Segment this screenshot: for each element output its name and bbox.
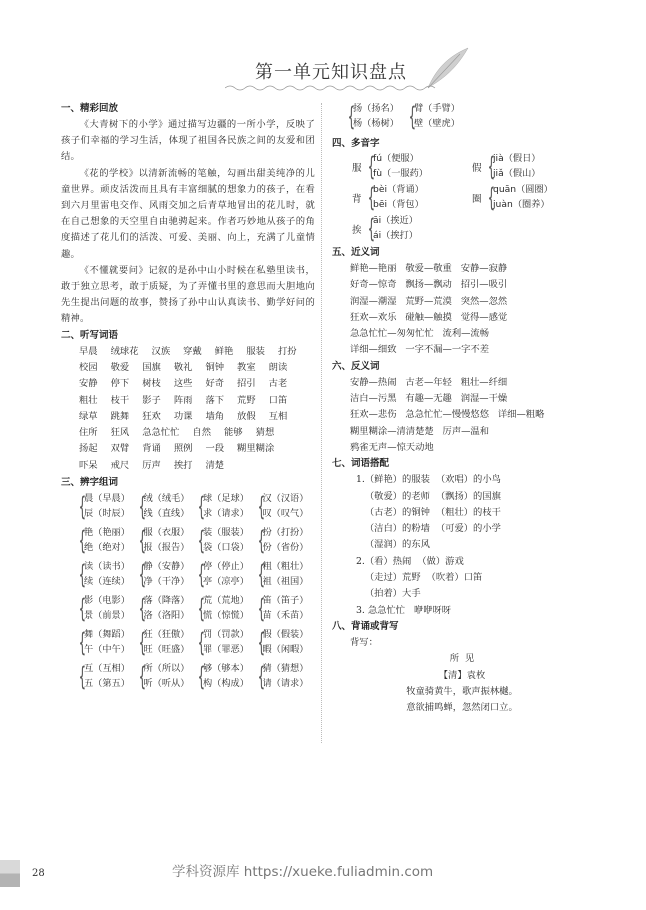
pair-lines [263, 594, 309, 623]
word: 落下 [205, 394, 225, 406]
word: 影子 [142, 394, 161, 406]
poly-readings [373, 214, 418, 243]
list-line: 详细—细致 一字不漏—一字不差 [350, 344, 490, 356]
pair-word: 苗（禾苗） [262, 609, 309, 621]
reading: bèi（背诵） [373, 184, 424, 195]
reading: juàn（圈养） [493, 198, 550, 210]
word: 停下 [110, 378, 130, 390]
poem-line: 意欲捕鸣蝉，忽然闭口立。 [406, 702, 518, 714]
word: 住所 [79, 427, 98, 439]
pair-lines [203, 560, 249, 589]
pair-word: 舞（舞蹈） [84, 629, 130, 641]
brace-icon: { [257, 593, 265, 624]
pair-row [77, 492, 315, 521]
poly-readings [493, 183, 553, 212]
pair-word: 杨（杨树） [353, 117, 399, 129]
word: 猜想 [255, 427, 275, 439]
pair-word: 晨（早晨） [84, 493, 130, 505]
pair-lines [203, 662, 249, 691]
word: 双臂 [110, 443, 130, 455]
word: 狂欢 [142, 410, 161, 422]
page-title: 第一单元知识盘点 [255, 62, 407, 83]
pair-word: 影（电影） [84, 595, 130, 607]
poly-char: 背 [352, 193, 362, 205]
brace-icon: { [78, 661, 87, 692]
word: 粗壮 [79, 394, 98, 406]
pair-word: 罚（罚款） [203, 629, 249, 641]
page-number: 28 [32, 868, 45, 879]
poly-item [472, 152, 592, 181]
poly-row [352, 183, 592, 212]
column-divider [321, 103, 322, 743]
brace-icon: { [367, 213, 376, 244]
pair-lines [144, 628, 190, 657]
pair-row [77, 526, 315, 555]
watermark: 学科资源库 https://xueke.fuliadmin.com [172, 864, 434, 880]
pair-word: 狂（狂傲） [143, 629, 190, 641]
word: 国旗 [142, 361, 161, 373]
brace-icon: { [367, 151, 376, 182]
pair-row [77, 628, 315, 657]
brace-icon: { [138, 627, 146, 658]
pair-word: 净（干净） [143, 575, 190, 587]
list-line: 1.（鲜艳）的服装 （欢唱）的小鸟 [356, 474, 501, 486]
list-line: （洁白）的粉墙 （可爱）的小学 [356, 523, 501, 535]
char-pair [137, 526, 192, 555]
poly-readings [493, 152, 541, 181]
reading: jiǎ（假山） [493, 167, 541, 179]
char-pair [196, 492, 251, 521]
section-heading: 八、背诵或背写 [332, 620, 399, 632]
poly-item [352, 152, 472, 181]
pair-word: 续（连续） [84, 575, 130, 587]
pair-row [346, 102, 592, 131]
char-pair [256, 628, 311, 657]
word: 安静 [79, 378, 98, 390]
poly-char: 服 [352, 162, 362, 174]
pair-word: 扮（打扮） [262, 527, 309, 539]
poly-readings [373, 183, 424, 212]
section-heading: 一、精彩回放 [61, 103, 119, 114]
pair-lines [144, 560, 190, 589]
char-pair [77, 628, 132, 657]
pair-row [77, 560, 315, 589]
word: 服装 [246, 345, 265, 357]
wave-underline [225, 84, 440, 92]
word: 鲜艳 [214, 345, 234, 357]
brace-icon: { [347, 101, 356, 132]
pair-word: 落（降落） [143, 595, 190, 607]
pair-word: 服（衣服） [143, 527, 190, 539]
pair-word: 份（省份） [262, 541, 309, 553]
word: 狂风 [110, 427, 130, 439]
poly-char: 假 [472, 162, 482, 174]
word: 墙角 [205, 410, 225, 422]
synonyms-list [332, 261, 592, 359]
word: 口笛 [268, 394, 288, 406]
reading: quān（圆圈） [493, 184, 553, 195]
polyphonic-chars [332, 152, 592, 243]
word-row [79, 376, 315, 392]
pair-word: 静（安静） [143, 561, 190, 573]
word: 树枝 [142, 378, 161, 390]
right-column [332, 101, 592, 716]
word: 朗读 [268, 361, 288, 373]
word: 戒尺 [110, 459, 130, 471]
pair-lines [203, 492, 249, 521]
word: 糊里糊涂 [237, 443, 275, 455]
pair-lines [414, 102, 460, 131]
poly-row [352, 214, 592, 243]
section-heading: 七、词语搭配 [332, 458, 390, 470]
char-pair [77, 560, 132, 589]
pair-row [77, 594, 315, 623]
char-pair [196, 628, 251, 657]
brace-icon: { [197, 593, 206, 624]
pair-word: 绒（绒毛） [143, 493, 190, 505]
pair-word: 听（听从） [143, 677, 190, 689]
brace-icon: { [138, 525, 146, 556]
brace-icon: { [257, 491, 265, 522]
dictation-words [61, 344, 315, 474]
antonyms-list [332, 375, 592, 456]
pair-lines [144, 526, 190, 555]
pair-word: 臂（手臂） [414, 103, 460, 114]
pair-word: 暇（闲暇） [262, 643, 309, 655]
poem-line: 牧童骑黄牛，歌声振林樾。 [406, 685, 518, 697]
word: 扬起 [79, 443, 98, 455]
brace-icon: { [138, 661, 146, 692]
pair-lines [84, 628, 130, 657]
poly-item [472, 183, 592, 212]
char-pairs [61, 492, 315, 691]
brace-icon: { [197, 559, 206, 590]
pair-word: 袋（口袋） [203, 541, 249, 553]
brace-icon: { [78, 627, 87, 658]
poly-readings [373, 152, 428, 181]
list-line: 安静—热闹 古老—年轻 粗壮—纤细 [350, 376, 508, 388]
char-pair [77, 526, 132, 555]
brace-icon: { [257, 627, 265, 658]
pair-word: 装（服装） [203, 527, 249, 539]
word: 打扮 [277, 345, 297, 357]
brace-icon: { [257, 525, 265, 556]
pair-word: 辰（时辰） [84, 507, 130, 519]
list-line: （湿润）的东风 [356, 539, 430, 551]
list-line: 狂欢—悲伤 急急忙忙—慢慢悠悠 详细—粗略 [350, 409, 545, 421]
pair-word: 罪（罪恶） [203, 643, 249, 655]
char-pair [137, 594, 192, 623]
pair-lines [353, 102, 399, 131]
poem [332, 651, 592, 716]
pair-word: 报（报告） [143, 541, 190, 553]
list-line: 3. 急急忙忙 咿咿呀呀 [356, 604, 452, 616]
char-pair [256, 560, 311, 589]
pair-word: 景（前景） [84, 609, 130, 621]
word-row [79, 360, 315, 376]
section-heading: 二、听写词语 [61, 329, 119, 341]
pair-lines [84, 594, 130, 623]
char-pairs-extra [332, 102, 592, 131]
pair-lines [144, 662, 190, 691]
char-pair [137, 628, 192, 657]
brace-icon: { [138, 491, 146, 522]
pair-lines [203, 628, 249, 657]
word: 厉声 [142, 459, 161, 471]
reading: fú（便服） [373, 153, 419, 164]
paragraph: 《花的学校》以清新流畅的笔触，勾画出甜美纯净的儿童世界。顽皮活泼而且具有丰富细腻的想象力的孩子，在看到六月里雷电交作、风雨交加之后青草地冒出的花儿时，就在自己想象的天空里自由驰骋起来。作者巧妙地从孩子的角度描述了花儿们的活泼、可爱、美丽、向上，充满了儿童情趣。 [61, 167, 315, 260]
pair-word: 扬（扬名） [353, 103, 399, 114]
pair-word: 所（所以） [143, 663, 190, 675]
list-line: 鲜艳—艳丽 敬爱—敬重 安静—寂静 [350, 263, 508, 274]
pair-word: 旺（旺盛） [143, 643, 190, 655]
pair-word: 洛（洛阳） [143, 609, 190, 621]
page-tab-decoration [0, 860, 20, 887]
word-row [79, 393, 315, 409]
pair-lines [84, 662, 130, 691]
pair-lines [203, 526, 249, 555]
list-line: 急急忙忙—匆匆忙忙 流利—流畅 [350, 328, 490, 340]
pair-lines [263, 526, 309, 555]
pair-lines [263, 560, 309, 589]
list-line: 好奇—惊奇 飘扬—飘动 招引—吸引 [350, 279, 508, 291]
pair-word: 猜（猜想） [262, 663, 309, 675]
word: 绿草 [79, 410, 98, 422]
pair-word: 读（读书） [84, 561, 130, 573]
list-line: 狂欢—欢乐 碰触—触摸 觉得—感觉 [350, 311, 508, 323]
section-heading: 六、反义词 [332, 360, 380, 372]
char-pair [256, 492, 311, 521]
pair-lines [84, 526, 130, 555]
pair-word: 构（构成） [203, 677, 249, 689]
char-pair [256, 594, 311, 623]
word: 好奇 [205, 378, 225, 390]
pair-word: 互（互相） [84, 663, 130, 675]
list-line: 润湿—潮湿 荒野—荒漠 突然—忽然 [350, 295, 508, 307]
word: 古老 [268, 378, 288, 390]
list-line: 洁白—污黑 有趣—无趣 润湿—干燥 [350, 393, 508, 405]
brace-icon: { [487, 182, 496, 213]
collocations-list [332, 472, 592, 619]
word: 这些 [173, 378, 193, 390]
word: 早晨 [79, 345, 98, 357]
brace-icon: { [78, 559, 87, 590]
pair-word: 球（足球） [203, 493, 249, 505]
pair-word: 假（假装） [262, 629, 309, 641]
list-line: 鸦雀无声—惊天动地 [350, 441, 434, 453]
pair-lines [84, 560, 130, 589]
pair-row [77, 662, 315, 691]
paragraph: 《大青树下的小学》通过描写边疆的一所小学，反映了孩子们幸福的学习生活，体现了祖国各民族之间的友爱和团结。 [61, 119, 315, 163]
word: 互相 [268, 410, 288, 422]
reading: bēi（背包） [373, 198, 424, 210]
poly-row [352, 152, 592, 181]
pair-lines [263, 492, 309, 521]
char-pair [77, 662, 132, 691]
brace-icon: { [78, 491, 87, 522]
reading: fù（一服药） [373, 167, 428, 179]
brace-icon: { [78, 593, 87, 624]
list-line: （走过）荒野 （吹着）口笛 [356, 572, 483, 584]
word: 能够 [224, 427, 243, 439]
pair-lines [144, 492, 190, 521]
paragraph: 《不懂就要问》记叙的是孙中山小时候在私塾里读书，敢于独立思考，敢于质疑，为了弄懂书里的意思而大胆地向先生提出问题的故事，赞扬了孙中山认真读书、勤学好问的精神。 [61, 264, 315, 325]
pair-lines [263, 628, 309, 657]
char-pair [407, 102, 463, 131]
brace-icon: { [367, 182, 376, 213]
reading: ái（挨打） [373, 229, 418, 241]
section-heading: 五、近义词 [332, 247, 380, 258]
pair-word: 汉（汉语） [262, 493, 309, 505]
brace-icon: { [197, 661, 206, 692]
pair-word: 线（直线） [143, 507, 190, 519]
word: 挨打 [173, 459, 193, 471]
poly-item [352, 183, 472, 212]
pair-lines [144, 594, 190, 623]
pair-lines [203, 594, 249, 623]
poem-title: 所 见 [449, 653, 475, 665]
brace-icon: { [487, 151, 496, 182]
word: 敬礼 [173, 361, 193, 373]
pair-word: 叹（叹气） [262, 507, 309, 519]
char-pair [137, 492, 192, 521]
word-row [79, 441, 315, 457]
char-pair [137, 662, 192, 691]
recite-label: 背写： [350, 636, 378, 648]
word: 阵雨 [173, 394, 193, 406]
word: 功课 [173, 410, 193, 422]
word: 清楚 [205, 459, 225, 471]
pair-word: 荒（荒地） [203, 595, 249, 607]
char-pair [137, 560, 192, 589]
char-pair [196, 594, 251, 623]
reading: jià（假日） [493, 153, 541, 164]
brace-icon: { [197, 491, 206, 522]
poly-char: 圈 [472, 193, 482, 205]
pair-lines [263, 662, 309, 691]
title-banner [225, 52, 485, 102]
word: 汉族 [151, 345, 171, 357]
brace-icon: { [408, 101, 417, 132]
pair-word: 五（第五） [84, 677, 130, 689]
brace-icon: { [257, 661, 265, 692]
word: 急急忙忙 [142, 427, 180, 439]
word: 放假 [237, 410, 256, 422]
word: 背诵 [142, 443, 161, 455]
word-row [79, 344, 315, 360]
list-line: 糊里糊涂—清清楚楚 厉声—温和 [350, 425, 490, 437]
word: 荒野 [237, 394, 256, 406]
char-pair [77, 594, 132, 623]
poly-char: 挨 [352, 224, 362, 236]
pair-word: 请（请求） [262, 677, 309, 689]
word: 招引 [237, 378, 256, 390]
section-heading: 四、多音字 [332, 138, 380, 149]
word: 铜钟 [205, 361, 225, 373]
brace-icon: { [138, 593, 146, 624]
list-line: （敬爱）的老师 （飘扬）的国旗 [356, 490, 501, 502]
pair-word: 午（中午） [84, 643, 130, 655]
pair-word: 慌（惊慌） [203, 609, 249, 621]
char-pair [196, 526, 251, 555]
word: 绒球花 [110, 345, 139, 357]
brace-icon: { [257, 559, 265, 590]
section-heading: 三、辨字组词 [61, 477, 119, 489]
poem-author: 【清】袁枚 [438, 669, 486, 681]
word: 吓呆 [79, 459, 98, 471]
brace-icon: { [78, 525, 87, 556]
reading: āi（挨近） [373, 215, 418, 226]
list-line: （拍着）大手 [356, 588, 421, 600]
pair-word: 笛（笛子） [262, 595, 309, 607]
char-pair [77, 492, 132, 521]
word-row [79, 425, 315, 441]
pair-word: 停（停止） [203, 561, 249, 573]
word: 照例 [173, 443, 193, 455]
left-column [61, 101, 315, 696]
char-pair [196, 560, 251, 589]
pair-word: 求（请求） [203, 507, 249, 519]
word-row [79, 409, 315, 425]
poly-item [352, 214, 482, 243]
word: 自然 [192, 427, 212, 439]
pair-word: 绝（绝对） [84, 541, 130, 553]
pair-word: 祖（祖国） [262, 575, 309, 587]
word: 枝干 [110, 394, 130, 406]
pair-word: 亭（凉亭） [203, 575, 249, 587]
pair-lines [84, 492, 130, 521]
brace-icon: { [138, 559, 146, 590]
pair-word: 够（够本） [203, 663, 249, 675]
pair-word: 艳（艳丽） [84, 527, 130, 539]
word: 跳舞 [110, 410, 130, 422]
brace-icon: { [197, 627, 206, 658]
pair-word: 粗（粗壮） [262, 561, 309, 573]
word: 一段 [205, 443, 225, 455]
list-line: 2.（看）热闹 （做）游戏 [356, 555, 464, 567]
word: 教室 [237, 361, 256, 373]
brace-icon: { [197, 525, 206, 556]
char-pair [196, 662, 251, 691]
word: 穿戴 [183, 345, 202, 357]
word: 校园 [79, 361, 98, 373]
pair-word: 壁（壁虎） [414, 117, 460, 129]
char-pair [256, 662, 311, 691]
char-pair [256, 526, 311, 555]
char-pair [346, 102, 402, 131]
word-row [79, 458, 315, 474]
word: 敬爱 [110, 361, 130, 373]
list-line: （古老）的铜钟 （粗壮）的枝干 [356, 506, 501, 518]
